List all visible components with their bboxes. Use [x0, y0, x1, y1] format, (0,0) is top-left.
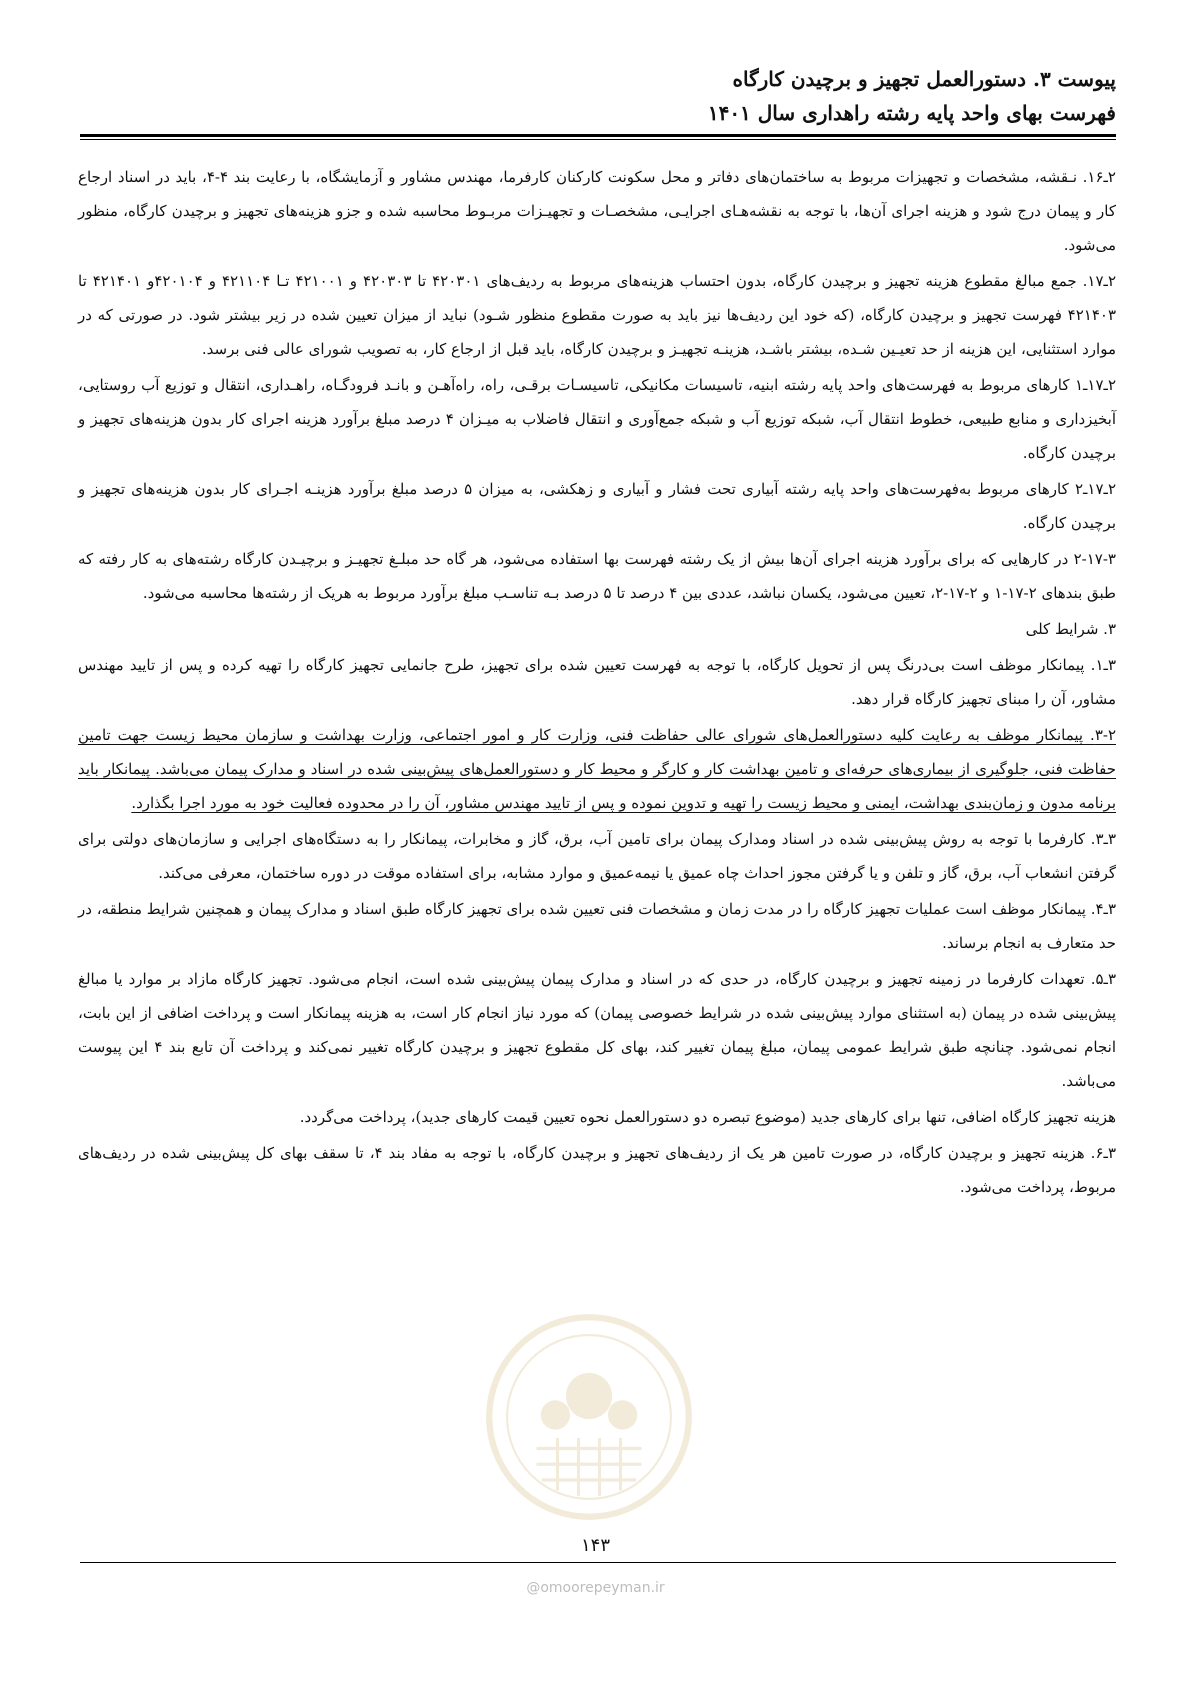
paragraph-2-17-1: ۲ـ۱۷ـ۱ کارهای مربوط به فهرست‌های واحد پایه رشته ابنیه، تاسیسات مکانیکی، تاسیسـات برقـی، راه، راه‌آهـن و بانـد فرودگـاه، راهـداری، انتقال و توزیع آب روستایی، آبخیزداری و منابع طبیعی، خطوط انتقال آب، شبکه توزیع آب و شبکه جمع‌آوری و انتقال فاضلاب به میـزان ۴ درصد مبلغ برآورد هزینه اجرای کار بدون هزینه‌های تجهیز و برچیدن کارگاه. — [78, 376, 1116, 462]
paragraph-3-1: ۳ـ۱. پیمانکار موظف است بی‌درنگ پس از تحویل کارگاه، با توجه به فهرست تعیین شده برای تجهیز، طرح جانمایی تجهیز کارگاه را تهیه کرده و پس از تایید مهندس مشاور، آن را مبنای تجهیز کارگاه قرار دهد. — [78, 656, 1116, 708]
watermark-seal-icon — [484, 1312, 694, 1522]
header-title-line-2: فهرست بهای واحد پایه رشته راهداری سال ۱۴۰۱ — [707, 101, 1116, 125]
paragraph-2-17: ۲ـ۱۷. جمع مبالغ مقطوع هزینه تجهیز و برچیدن کارگاه، بدون احتساب هزینه‌های مربوط به ردیف‌های ۴۲۰۳۰۱ تا ۴۲۰۳۰۳ و ۴۲۱۰۰۱ تـا ۴۲۱۱۰۴ و ۴۲۰۱۰۴و ۴۲۱۴۰۱ تا ۴۲۱۴۰۳ فهرست تجهیز و برچیدن کارگاه، (که خود این ردیف‌ها نیز باید به صورت مقطوع منظور شـود) نباید از میزان تعیین شده در زیر بیشتر شود. در صورتی که در موارد استثنایی، این هزینه از حد تعیـین شـده، بیشتر باشـد، هزینـه تجهیـز و برچیدن کارگاه، باید قبل از ارجاع کار، به تصویب شورای عالی فنی برسد. — [78, 272, 1117, 358]
paragraph-2-17-3: ۲-۱۷-۳ در کارهایی که برای برآورد هزینه اجرای آن‌ها بیش از یک رشته فهرست بها استفاده می‌شود، هر گاه حد مبلـغ تجهیـز و برچیـدن کارگاه رشته‌های به کار رفته که طبق بندهای ۲-۱۷-۱ و ۲-۱۷-۲، تعیین می‌شود، یکسان نباشد، عددی بین ۴ درصد تا ۵ درصد بـه تناسـب مبلغ برآورد مربوط به هریک از رشته‌ها محاسبه می‌شود. — [78, 550, 1116, 602]
paragraph-2-16: ۲ـ۱۶. نـقشه، مشخصات و تجهیزات مربوط به ساختمان‌های دفاتر و محل سکونت کارکنان کارفرما، مهندس مشاور و آزمایشگاه، با رعایت بند ۴-۴، باید در اسناد ارجاع کار و پیمان درج شود و هزینه اجرای آن‌ها، با توجه به نقشه‌هـای اجرایـی، مشخصـات و تجهیـزات مربـوط محاسبه شده و جزو هزینه‌های تجهیز و برچیدن کارگاه، منظور می‌شود. — [78, 168, 1116, 254]
page-number: ۱۴۳ — [580, 1535, 610, 1556]
header-rule-thick — [80, 134, 1116, 137]
paragraph-3-6: ۳ـ۶. هزینه تجهیز و برچیدن کارگاه، در صورت تامین هر یک از ردیف‌های تجهیز و برچیدن کارگاه، با توجه به مفاد بند ۴، تا سقف بهای کل پیش‌بینی شده در ردیف‌های مربوط، پرداخت می‌شود. — [78, 1144, 1116, 1196]
header-rule-thin — [80, 139, 1116, 140]
footer-watermark-text: @omoorepeyman.ir — [526, 1580, 665, 1596]
paragraph-3-3: ۳ـ۳. کارفرما با توجه به روش پیش‌بینی شده در اسناد ومدارک پیمان برای تامین آب، برق، گاز و مخابرات، پیمانکار را به دستگاه‌های اجرایی و سازمان‌های دولتی برای گرفتن انشعاب آب، برق، گاز و تلفن و یا گرفتن مجوز احداث چاه عمیق یا نیمه‌عمیق و موارد مشابه، برای استفاده موقت در دوره ساختمان، معرفی می‌کند. — [78, 830, 1116, 882]
paragraph-extra-cost: هزینه تجهیز کارگاه اضافی، تنها برای کارهای جدید (موضوع تبصره دو دستورالعمل نحوه تعیین قیمت کارهای جدید)، پرداخت می‌گردد. — [299, 1108, 1116, 1126]
paragraph-3-5: ۳ـ۵. تعهدات کارفرما در زمینه تجهیز و برچیدن کارگاه، در حدی که در اسناد و مدارک پیمان پیش‌بینی شده است، انجام می‌شود. تجهیز کارگاه مازاد بر موارد یا مبالغ پیش‌بینی شده در پیمان (به استثنای موارد پیش‌بینی شده در شرایط خصوصی پیمان) که مورد نیاز انجام کار است، به هزینه پیمانکار است و پرداخت اضافی از این بابت، انجام نمی‌شود. چنانچه طبق شرایط عمومی پیمان، مبلغ پیمان تغییر کند، بهای کل مقطوع تجهیز و برچیدن کارگاه تغییر نمی‌کند و پرداخت آن تابع بند ۴ این پیوست می‌باشد. — [78, 970, 1117, 1090]
paragraph-3-2: ۳-۲. پیمانکار موظف به رعایت کلیه دستورالعمل‌های شورای عالی حفاظت فنی، وزارت کار و امور اجتماعی، وزارت بهداشت و سازمان محیط زیست جهت تامین حفاظت فنی، جلوگیری از بیماری‌های حرفه‌ای و تامین بهداشت کار و کارگر و محیط کار و دستورالعمل‌های پیش‌بینی شده در اسناد و مدارک پیمان می‌باشد. پیمانکار باید برنامه مدون و زمان‌بندی بهداشت، ایمنی و محیط زیست را تهیه و تدوین نموده و پس از تایید مهندس مشاور، آن را در محدوده فعالیت خود به مورد اجرا بگذارد. — [78, 726, 1116, 812]
page-header — [708, 62, 1116, 130]
section-heading-3: ۳. شرایط کلی — [1025, 620, 1116, 638]
body-text — [78, 160, 1116, 1206]
footer-rule — [80, 1562, 1116, 1563]
paragraph-2-17-2: ۲ـ۱۷ـ۲ کارهای مربوط به‌فهرست‌های واحد پایه رشته آبیاری تحت فشار و آبیاری و زهکشی، به میزان ۵ درصد مبلغ برآورد هزینـه اجـرای کار بدون هزینه‌های تجهیز و برچیدن کارگاه. — [78, 480, 1116, 532]
header-title-line-1: پیوست ۳. دستورالعمل تجهیز و برچیدن کارگاه — [732, 67, 1116, 91]
paragraph-3-4: ۳ـ۴. پیمانکار موظف است عملیات تجهیز کارگاه را در مدت زمان و مشخصات فنی تعیین شده برای تجهیز کارگاه طبق اسناد و مدارک پیمان و همچنین شرایط منطقه، در حد متعارف به انجام برساند. — [78, 900, 1116, 952]
